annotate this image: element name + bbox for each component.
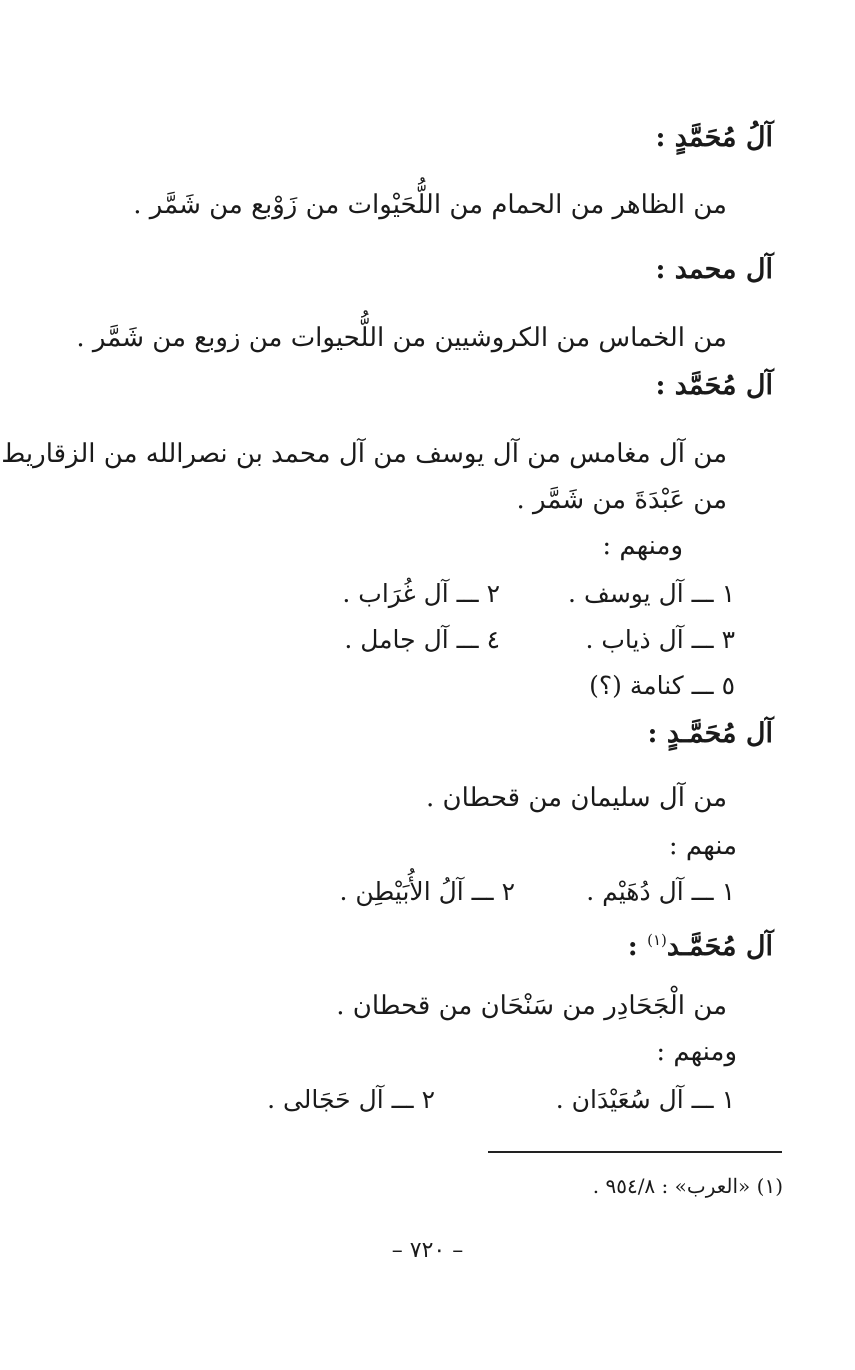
- list-item: ٥ ـــ كنامة (؟): [589, 671, 735, 700]
- entry-line: من الظاهر من الحمام من اللُّحَيْوات من زَوْبع من شَمَّر .: [133, 190, 727, 220]
- heading-text: آل مُحَمَّـد: [666, 931, 773, 962]
- entry-line: من عَبْدَةَ من شَمَّر .: [516, 485, 727, 515]
- entry-heading: آل مُحَمَّـدٍ :: [647, 718, 773, 749]
- heading-colon: :: [627, 931, 638, 962]
- list-item: ١ ـــ آل يوسف .: [568, 579, 735, 608]
- list-item: ١ ـــ آل دُهَيْم .: [586, 877, 735, 906]
- entry-line: من آل سليمان من قحطان .: [426, 783, 727, 813]
- entry-heading: [628, 920, 773, 967]
- entry-heading: آل محمد :: [655, 254, 773, 285]
- entry-line: من الخماس من الكروشيين من اللُّحيوات من زوبع من شَمَّر .: [76, 323, 727, 353]
- members-label: ومنهم :: [602, 531, 683, 561]
- members-label: ومنهم :: [656, 1037, 737, 1067]
- footnote-marker[interactable]: (١): [647, 931, 667, 949]
- list-item: ٣ ـــ آل ذياب .: [585, 625, 735, 654]
- entry-heading: آل مُحَمَّد :: [655, 370, 773, 401]
- list-item: ٢ ـــ آل غُرَاب .: [342, 579, 500, 608]
- list-item: ١ ـــ آل سُعَيْدَان .: [555, 1085, 735, 1114]
- entry-line: من الْجَحَادِر من سَنْحَان من قحطان .: [336, 991, 727, 1021]
- footnote: (١) «العرب» : ٩٥٤/٨ .: [592, 1174, 783, 1198]
- list-item: ٢ ـــ آلُ الأُبَيْطِن .: [339, 877, 515, 906]
- entry-heading: آلُ مُحَمَّدٍ :: [655, 122, 773, 153]
- entry-line: من آل مغامس من آل يوسف من آل محمد بن نصرالله من الزقاريط: [1, 439, 727, 469]
- members-label: منهم :: [668, 831, 737, 861]
- page-number: – ٧٢٠ –: [391, 1238, 464, 1263]
- list-item: ٤ ـــ آل جامل .: [344, 625, 500, 654]
- list-item: ٢ ـــ آل حَجَالى .: [267, 1085, 435, 1114]
- footnote-divider: [488, 1151, 782, 1153]
